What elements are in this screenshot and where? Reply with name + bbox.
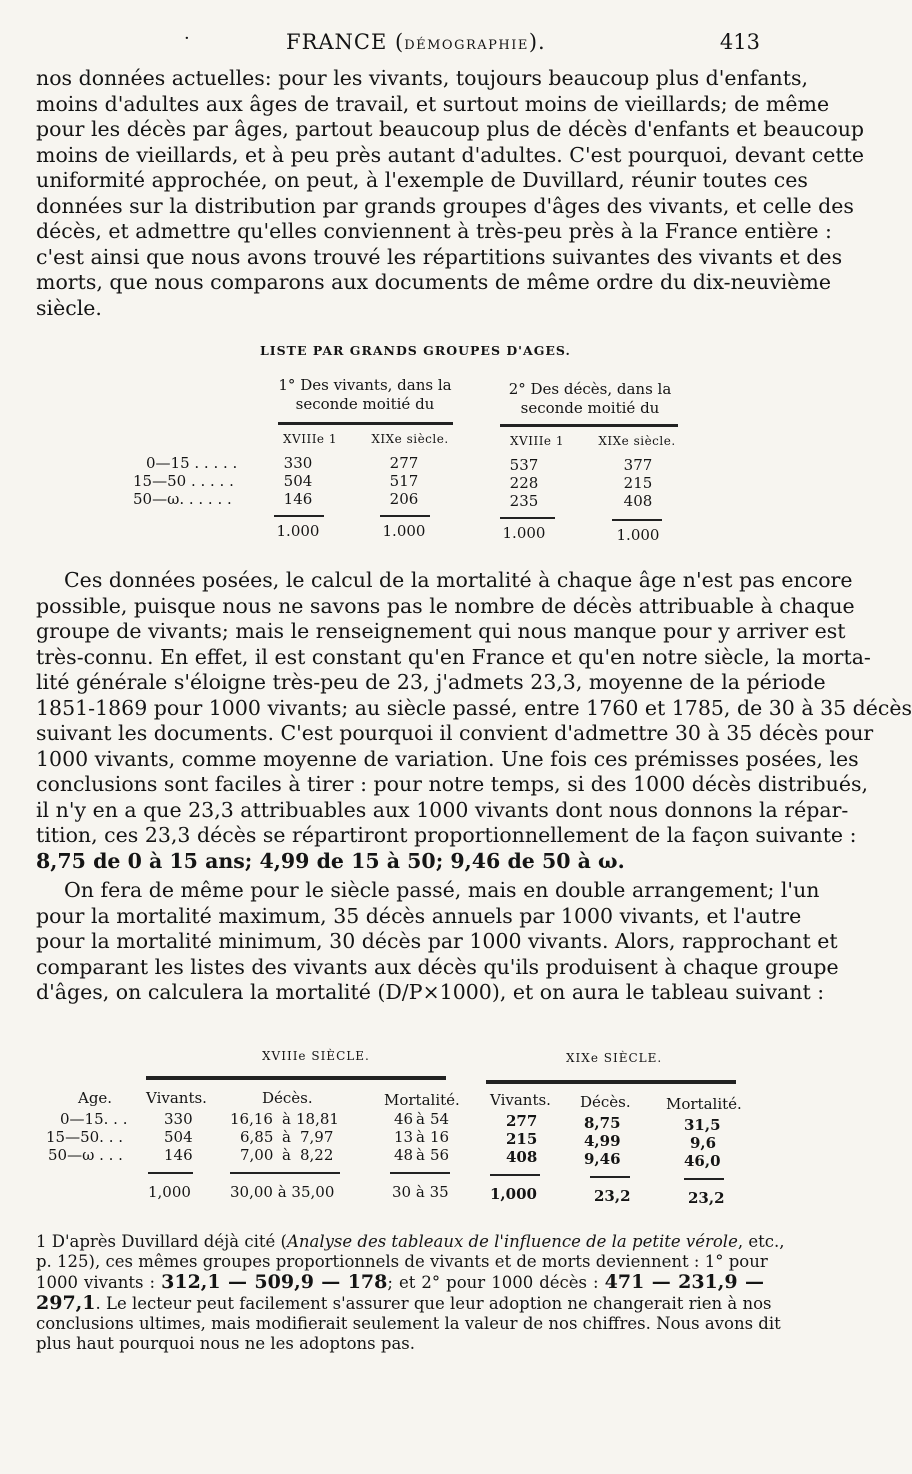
page-number: 413 bbox=[719, 30, 760, 54]
rule bbox=[590, 1176, 630, 1178]
cell: à bbox=[416, 1146, 425, 1164]
cell: 6,85 bbox=[240, 1128, 274, 1146]
cell: 46 bbox=[394, 1110, 414, 1128]
cell: 9,46 bbox=[584, 1150, 621, 1168]
text-line: c'est ainsi que nous avons trouvé les répartitions suivantes des vivants et des bbox=[36, 244, 843, 269]
text-line: lité générale s'éloigne très-peu de 23, j'admets 23,3, moyenne de la période bbox=[36, 670, 826, 694]
text-line: il n'y en a que 23,3 attribuables aux 1000 vivants dont nous donnons la répar- bbox=[36, 797, 849, 822]
cell: 206 bbox=[389, 490, 419, 508]
footnote bbox=[36, 1232, 785, 1354]
rule bbox=[684, 1178, 724, 1180]
cell: 408 bbox=[623, 492, 653, 510]
text-line: pour la mortalité minimum, 30 décès par 1000 vivants. Alors, rapprochant et bbox=[36, 929, 838, 953]
col-label: XVIIIe 1 bbox=[510, 434, 564, 448]
row-label: 0—15 . . . . . bbox=[146, 454, 238, 472]
cell: à bbox=[282, 1128, 291, 1146]
text-line: données sur la distribution par grands groupes d'âges des vivants, et celle des bbox=[36, 193, 854, 218]
table1-group1-header: 1° Des vivants, dans la seconde moitié du bbox=[278, 376, 452, 413]
cell: 537 bbox=[509, 456, 539, 474]
total: 1.000 bbox=[382, 522, 426, 540]
cell: 7,97 bbox=[300, 1128, 334, 1146]
cell: 504 bbox=[164, 1128, 193, 1146]
table1-group2-header: 2° Des décès, dans la seconde moitié du bbox=[508, 380, 672, 417]
total: 1,000 bbox=[490, 1185, 537, 1203]
rule bbox=[380, 515, 430, 517]
cell: 46,0 bbox=[684, 1152, 721, 1170]
rule bbox=[490, 1174, 540, 1176]
text-line: comparant les listes des vivants aux décès qu'ils produisent à chaque groupe bbox=[36, 954, 839, 979]
text-line: très-connu. En effet, il est constant qu'en France et qu'en notre siècle, la morta- bbox=[36, 644, 871, 669]
rule bbox=[500, 424, 678, 427]
paragraph-1 bbox=[36, 66, 865, 321]
rule bbox=[146, 1076, 446, 1080]
header-vivants: Vivants. bbox=[146, 1089, 207, 1107]
row-label: 0—15. . . bbox=[60, 1110, 128, 1128]
text-line: pour la mortalité maximum, 35 décès annuels par 1000 vivants, et l'autre bbox=[36, 903, 802, 928]
text-line: pour les décès par âges, partout beaucoup plus de décès d'enfants et beaucoup bbox=[36, 117, 865, 141]
text-line: suivant les documents. C'est pourquoi il convient d'admettre 30 à 35 décès pour bbox=[36, 721, 874, 745]
cell: 16,16 bbox=[230, 1110, 273, 1128]
col-label: XIXe siècle. bbox=[598, 434, 676, 448]
cell: 330 bbox=[283, 454, 313, 472]
text-line: possible, puisque nous ne savons pas le nombre de décès attribuable à chaque bbox=[36, 593, 855, 618]
total: 1.000 bbox=[616, 526, 660, 544]
text-line: nos données actuelles: pour les vivants, toujours beaucoup plus d'enfants, bbox=[36, 66, 809, 90]
cell: 7,00 bbox=[240, 1146, 274, 1164]
cell: 146 bbox=[283, 490, 313, 508]
text-line: On fera de même pour le siècle passé, mais en double arrangement; l'un bbox=[64, 878, 820, 902]
cell: 228 bbox=[509, 474, 539, 492]
footnote-line: p. 125), ces mêmes groupes proportionnels de vivants et de morts deviennent : 1° pour bbox=[36, 1252, 768, 1271]
cell: à bbox=[416, 1110, 425, 1128]
text-line: conclusions sont faciles à tirer : pour notre temps, si des 1000 décès distribués, bbox=[36, 772, 868, 796]
cell: 330 bbox=[164, 1110, 193, 1128]
cell: 8,75 bbox=[584, 1114, 621, 1132]
total: 30 à 35 bbox=[392, 1183, 449, 1201]
footnote-line: plus haut pourquoi nous ne les adoptons pas. bbox=[36, 1334, 416, 1353]
cell: 16 bbox=[430, 1128, 450, 1146]
footnote-line: 1 D'après Duvillard déjà cité (Analyse des tableaux de l'influence de la petite vérole, etc., bbox=[36, 1232, 785, 1251]
cell: 56 bbox=[430, 1146, 450, 1164]
total: 30,00 à 35,00 bbox=[230, 1183, 335, 1201]
cell: 377 bbox=[623, 456, 653, 474]
text-line: uniformité approchée, on peut, à l'exemple de Duvillard, réunir toutes ces bbox=[36, 168, 808, 192]
total: 1,000 bbox=[148, 1183, 191, 1201]
speck: · bbox=[184, 28, 190, 49]
text-line: décès, et admettre qu'elles conviennent à très-peu près à la France entière : bbox=[36, 219, 832, 243]
rule bbox=[500, 517, 555, 519]
col-label: XVIIIe 1 bbox=[283, 432, 337, 446]
cell: 18,81 bbox=[296, 1110, 339, 1128]
text-line: 1000 vivants, comme moyenne de variation. Une fois ces prémisses posées, les bbox=[36, 746, 859, 771]
cell: 9,6 bbox=[690, 1134, 717, 1152]
table2-group1-title: XVIIIe SIÈCLE. bbox=[262, 1049, 370, 1063]
text-line: moins de vieillards, et à peu près autant d'adultes. C'est pourquoi, devant cette bbox=[36, 142, 864, 167]
row-label: 50—ω . . . bbox=[48, 1146, 123, 1164]
row-label: 15—50 . . . . . bbox=[133, 472, 234, 490]
cell: 277 bbox=[506, 1112, 538, 1130]
total: 1.000 bbox=[276, 522, 320, 540]
header-deces: Décès. bbox=[580, 1093, 631, 1111]
paragraph-3 bbox=[36, 878, 839, 1006]
cell: 277 bbox=[389, 454, 419, 472]
cell: 13 bbox=[394, 1128, 414, 1146]
text-line: d'âges, on calculera la mortalité (D/P×1000), et on aura le tableau suivant : bbox=[36, 980, 825, 1004]
cell: à bbox=[416, 1128, 425, 1146]
total: 23,2 bbox=[688, 1189, 725, 1207]
footnote-line: 1000 vivants : 312,1 — 509,9 — 178; et 2° pour 1000 décès : 471 — 231,9 — bbox=[36, 1271, 764, 1293]
cell: 235 bbox=[509, 492, 539, 510]
cell: 215 bbox=[623, 474, 653, 492]
rule bbox=[274, 515, 324, 517]
text-line: tition, ces 23,3 décès se répartiront proportionnellement de la façon suivante : bbox=[36, 823, 857, 847]
cell: à bbox=[282, 1146, 291, 1164]
cell: à bbox=[282, 1110, 291, 1128]
cell: 31,5 bbox=[684, 1116, 721, 1134]
rule bbox=[148, 1172, 193, 1174]
rule bbox=[486, 1080, 736, 1084]
footnote-line: conclusions ultimes, mais modifierait seulement la valeur de nos chiffres. Nous avons dit bbox=[36, 1314, 781, 1333]
cell: 48 bbox=[394, 1146, 414, 1164]
running-header bbox=[36, 30, 760, 60]
table1-caption: LISTE PAR GRANDS GROUPES D'AGES. bbox=[260, 343, 571, 358]
cell: 8,22 bbox=[300, 1146, 334, 1164]
text-line: 1851-1869 pour 1000 vivants; au siècle passé, entre 1760 et 1785, de 30 à 35 décès bbox=[36, 695, 912, 720]
table2-group2-title: XIXe SIÈCLE. bbox=[566, 1051, 663, 1065]
header-deces: Décès. bbox=[262, 1089, 313, 1107]
rule bbox=[230, 1172, 340, 1174]
row-label: 15—50. . . bbox=[46, 1128, 124, 1146]
text-line: groupe de vivants; mais le renseignement qui nous manque pour y arriver est bbox=[36, 619, 846, 643]
rule bbox=[278, 422, 453, 425]
cell: 146 bbox=[164, 1146, 193, 1164]
col-label: XIXe siècle. bbox=[371, 432, 449, 446]
text-line: 8,75 de 0 à 15 ans; 4,99 de 15 à 50; 9,46 de 50 à ω. bbox=[36, 848, 625, 873]
text-line: siècle. bbox=[36, 295, 102, 320]
header-mortalite: Mortalité. bbox=[384, 1091, 460, 1109]
total: 23,2 bbox=[594, 1187, 631, 1205]
text-line: moins d'adultes aux âges de travail, et surtout moins de vieillards; de même bbox=[36, 91, 830, 116]
header-age: Age. bbox=[78, 1089, 113, 1107]
text-line: Ces données posées, le calcul de la mortalité à chaque âge n'est pas encore bbox=[64, 568, 853, 592]
footnote-line: 297,1. Le lecteur peut facilement s'assurer que leur adoption ne changerait rien à nos bbox=[36, 1292, 772, 1314]
running-title: FRANCE (DÉMOGRAPHIE). bbox=[286, 30, 546, 54]
rule bbox=[390, 1172, 450, 1174]
total: 1.000 bbox=[502, 524, 546, 542]
header-mortalite: Mortalité. bbox=[666, 1095, 742, 1113]
rule bbox=[612, 519, 662, 521]
cell: 504 bbox=[283, 472, 313, 490]
paragraph-2 bbox=[36, 568, 912, 874]
cell: 4,99 bbox=[584, 1132, 621, 1150]
text-line: morts, que nous comparons aux documents de même ordre du dix-neuvième bbox=[36, 270, 831, 294]
cell: 517 bbox=[389, 472, 419, 490]
cell: 215 bbox=[506, 1130, 538, 1148]
row-label: 50—ω. . . . . . bbox=[133, 490, 232, 508]
cell: 408 bbox=[506, 1148, 538, 1166]
header-vivants: Vivants. bbox=[490, 1091, 551, 1109]
cell: 54 bbox=[430, 1110, 450, 1128]
